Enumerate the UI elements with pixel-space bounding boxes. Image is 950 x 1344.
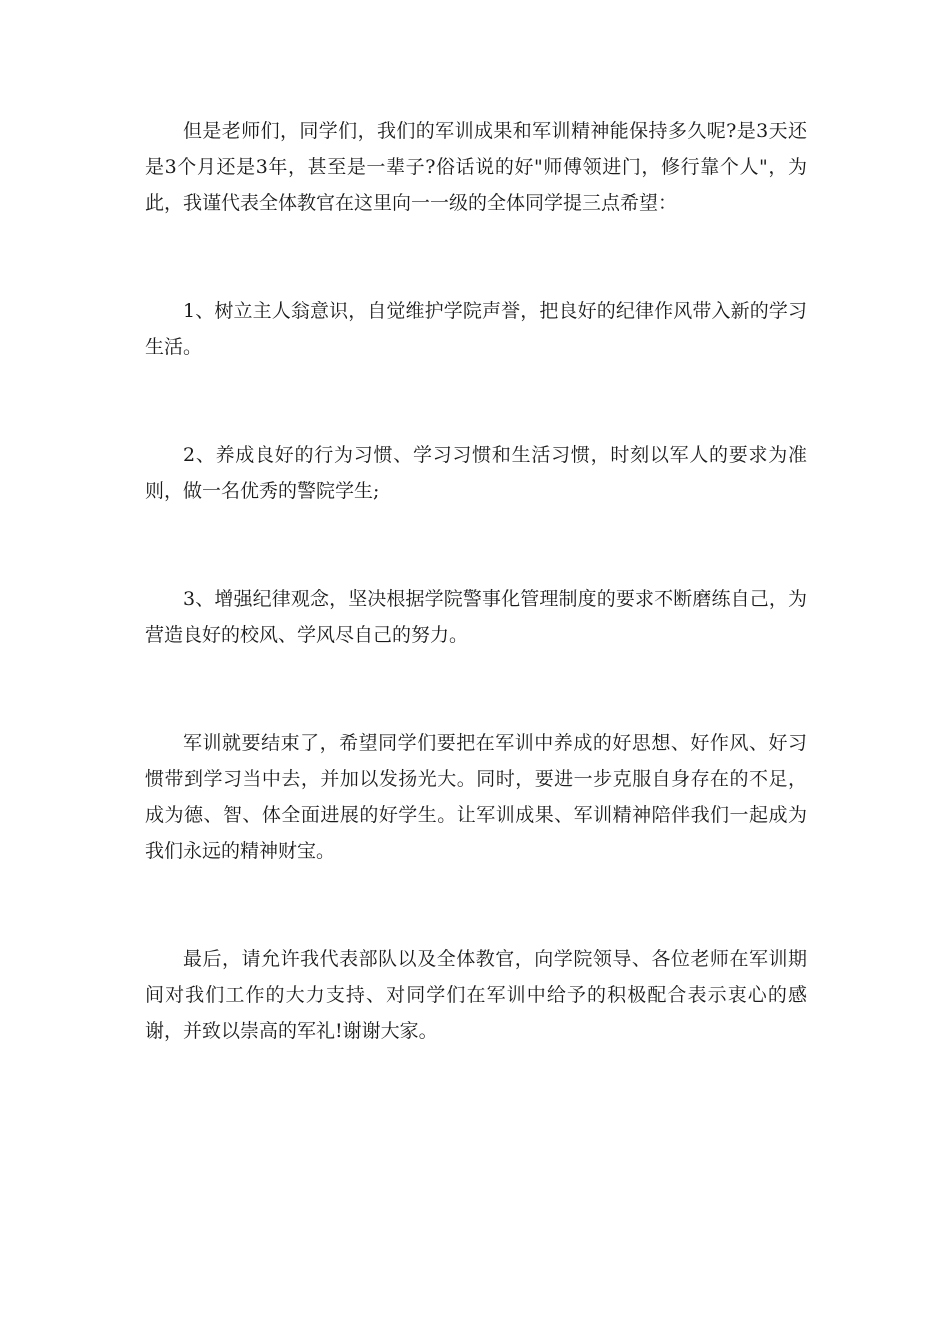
paragraph-point-3: 3、增强纪律观念，坚决根据学院警事化管理制度的要求不断磨练自己，为营造良好的校风、学风尽自己的努力。 xyxy=(145,588,807,646)
paragraph-point-2: 2、养成良好的行为习惯、学习习惯和生活习惯，时刻以军人的要求为准则，做一名优秀的警院学生; xyxy=(145,444,807,502)
paragraph-thanks: 最后，请允许我代表部队以及全体教官，向学院领导、各位老师在军训期间对我们工作的大力支持、对同学们在军训中给予的积极配合表示衷心的感谢，并致以崇高的军礼!谢谢大家。 xyxy=(145,948,807,1042)
paragraph-point-1: 1、树立主人翁意识，自觉维护学院声誉，把良好的纪律作风带入新的学习生活。 xyxy=(145,300,807,358)
paragraph-spacer xyxy=(145,509,807,581)
paragraph-spacer xyxy=(145,221,807,293)
document-body xyxy=(145,113,807,1049)
paragraph-spacer xyxy=(145,869,807,941)
paragraph-spacer xyxy=(145,653,807,725)
paragraph-expectations-intro: 但是老师们，同学们，我们的军训成果和军训精神能保持多久呢?是3天还是3个月还是3年，甚至是一辈子?俗话说的好"师傅领进门，修行靠个人"，为此，我谨代表全体教官在这里向一一级的全体同学提三点希望： xyxy=(145,120,807,214)
paragraph-spacer xyxy=(145,365,807,437)
paragraph-closing-hope: 军训就要结束了，希望同学们要把在军训中养成的好思想、好作风、好习惯带到学习当中去，并加以发扬光大。同时，要进一步克服自身存在的不足，成为德、智、体全面进展的好学生。让军训成果、军训精神陪伴我们一起成为我们永远的精神财宝。 xyxy=(145,732,807,862)
